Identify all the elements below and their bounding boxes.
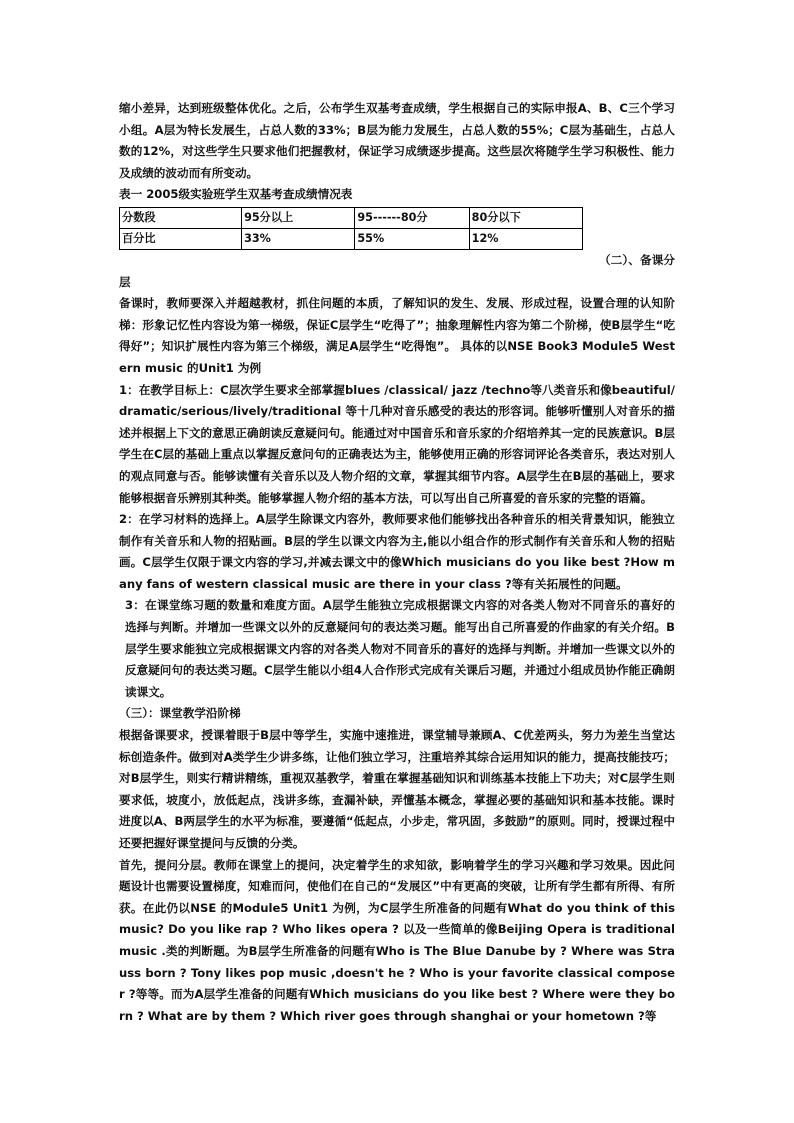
section-heading-lesson-prep: （二）、备课分层 <box>119 252 675 289</box>
paragraph-teaching-goals: 1：在教学目标上：C层次学生要求全部掌握blues /classical/ jazz /techno等八类音乐和像beautiful/dramatic/serious/lively/traditional 等十几种对音乐感受的表达的形容词。能够听懂别人对音乐的描述并根据上下文的意思正确朗读反意疑问句。能通过对中国音乐和音乐家的介绍培养其一定的民族意识。B层学生在C层的基础上重点以掌握反意问句的正确表达为主，能够使用正确的形容词评论各类音乐，表达对别人的观点同意与否。能够读懂有关音乐以及人物介绍的文章，掌握其细节内容。A层学生在B层的基础上，要求能够根据音乐辨别其种类。能够掌握人物介绍的基本方法，可以写出自己所喜爱的音乐家的完整的语篇。 <box>119 382 675 505</box>
table-cell: 百分比 <box>120 228 242 249</box>
table-row <box>120 228 583 249</box>
paragraph-materials: 2：在学习材料的选择上。A层学生除课文内容外，教师要求他们能够找出各种音乐的相关背景知识，能独立制作有关音乐和人物的招贴画。B层的学生以课文内容为主,能以小组合作的形式制作有关音乐和人物的招贴画。C层学生仅限于课文内容的学习,并减去课文中的像Which musicians do you like best ?How many fans of western classical music are there in your class ?等有关拓展性的问题。 <box>119 512 675 591</box>
table-cell: 95分以上 <box>242 207 355 228</box>
table-cell: 80分以下 <box>469 207 582 228</box>
score-table <box>119 207 583 250</box>
section-heading-classroom: （三）：课堂教学沿阶梯 <box>119 706 241 721</box>
table-cell: 33% <box>242 228 355 249</box>
table-cell: 12% <box>469 228 582 249</box>
table-cell: 分数段 <box>120 207 242 228</box>
paragraph-classroom: 根据备课要求，授课着眼于B层中等学生，实施中速推进，课堂辅导兼顾A、C优差两头，努力为差生当堂达标创造条件。做到对A类学生少讲多练，让他们独立学习，注重培养其综合运用知识的能力，提高技能技巧；对B层学生，则实行精讲精练，重视双基教学，着重在掌握基础知识和训练基本技能上下功夫；对C层学生则要求低，坡度小，放低起点，浅讲多练，查漏补缺，弄懂基本概念，掌握必要的基础知识和基本技能。课时进度以A、B两层学生的水平为标准，要遵循“低起点，小步走，常巩固，多鼓励”的原则。同时，授课过程中还要把握好课堂提问与反馈的分类。 <box>119 728 675 850</box>
table-caption: 表一 2005级实验班学生双基考查成绩情况表 <box>119 187 353 202</box>
table-cell: 55% <box>355 228 469 249</box>
table-row <box>120 207 583 228</box>
paragraph-grouping: 缩小差异，达到班级整体优化。之后，公布学生双基考查成绩，学生根据自己的实际申报A、B、C三个学习小组。A层为特长发展生，占总人数的33%；B层为能力发展生，占总人数的55%；C层为基础生，占总人数的12%，对这些学生只要求他们把握教材，保证学习成绩逐步提高。这些层次将随学生学习积极性、能力及成绩的波动而有所变动。 <box>119 101 675 180</box>
paragraph-questions: 首先，提问分层。教师在课堂上的提问，决定着学生的求知欲，影响着学生的学习兴趣和学习效果。因此问题设计也需要设置梯度，知难而问，使他们在自己的“发展区”中有更高的突破，让所有学生都有所得、有所获。在此仍以NSE 的Module5 Unit1 为例，为C层学生所准备的问题有What do you think of this music? Do you like rap ? Who likes opera ? 以及一些简单的像Beijing Opera is traditional music .类的判断题。为B层学生所准备的问题有Who is The Blue Danube by ? Where was Strauss born ? Tony likes pop music ,doesn't he ? Who is your favorite classical composer ?等等。而为A层学生准备的问题有Which musicians do you like best ? Where were they born ? What are by them ? Which river goes through shanghai or your hometown ?等 <box>119 857 675 1023</box>
paragraph-exercises: 3：在课堂练习题的数量和难度方面。A层学生能独立完成根据课文内容的对各类人物对不同音乐的喜好的选择与判断。并增加一些课文以外的反意疑问句的表达类习题。能写出自己所喜爱的作曲家的有关介绍。B层学生要求能独立完成根据课文内容的对各类人物对不同音乐的喜好的选择与判断。并增加一些课文以外的反意疑问句的表达类习题。C层学生能以小组4人合作形式完成有关课后习题，并通过小组成员协作能正确朗读课文。 <box>125 598 675 699</box>
paragraph-lesson-prep: 备课时，教师要深入并超越教材，抓住问题的本质，了解知识的发生、发展、形成过程，设置合理的认知阶梯：形象记忆性内容设为第一梯级，保证C层学生“吃得了”；抽象理解性内容为第二个阶梯，使B层学生“吃得好”；知识扩展性内容为第三个梯级，满足A层学生“吃得饱”。 具体的以NSE Book3 Module5 Western music 的Unit1 为例 <box>119 296 675 375</box>
document-page <box>119 98 675 1027</box>
table-cell: 95------80分 <box>355 207 469 228</box>
